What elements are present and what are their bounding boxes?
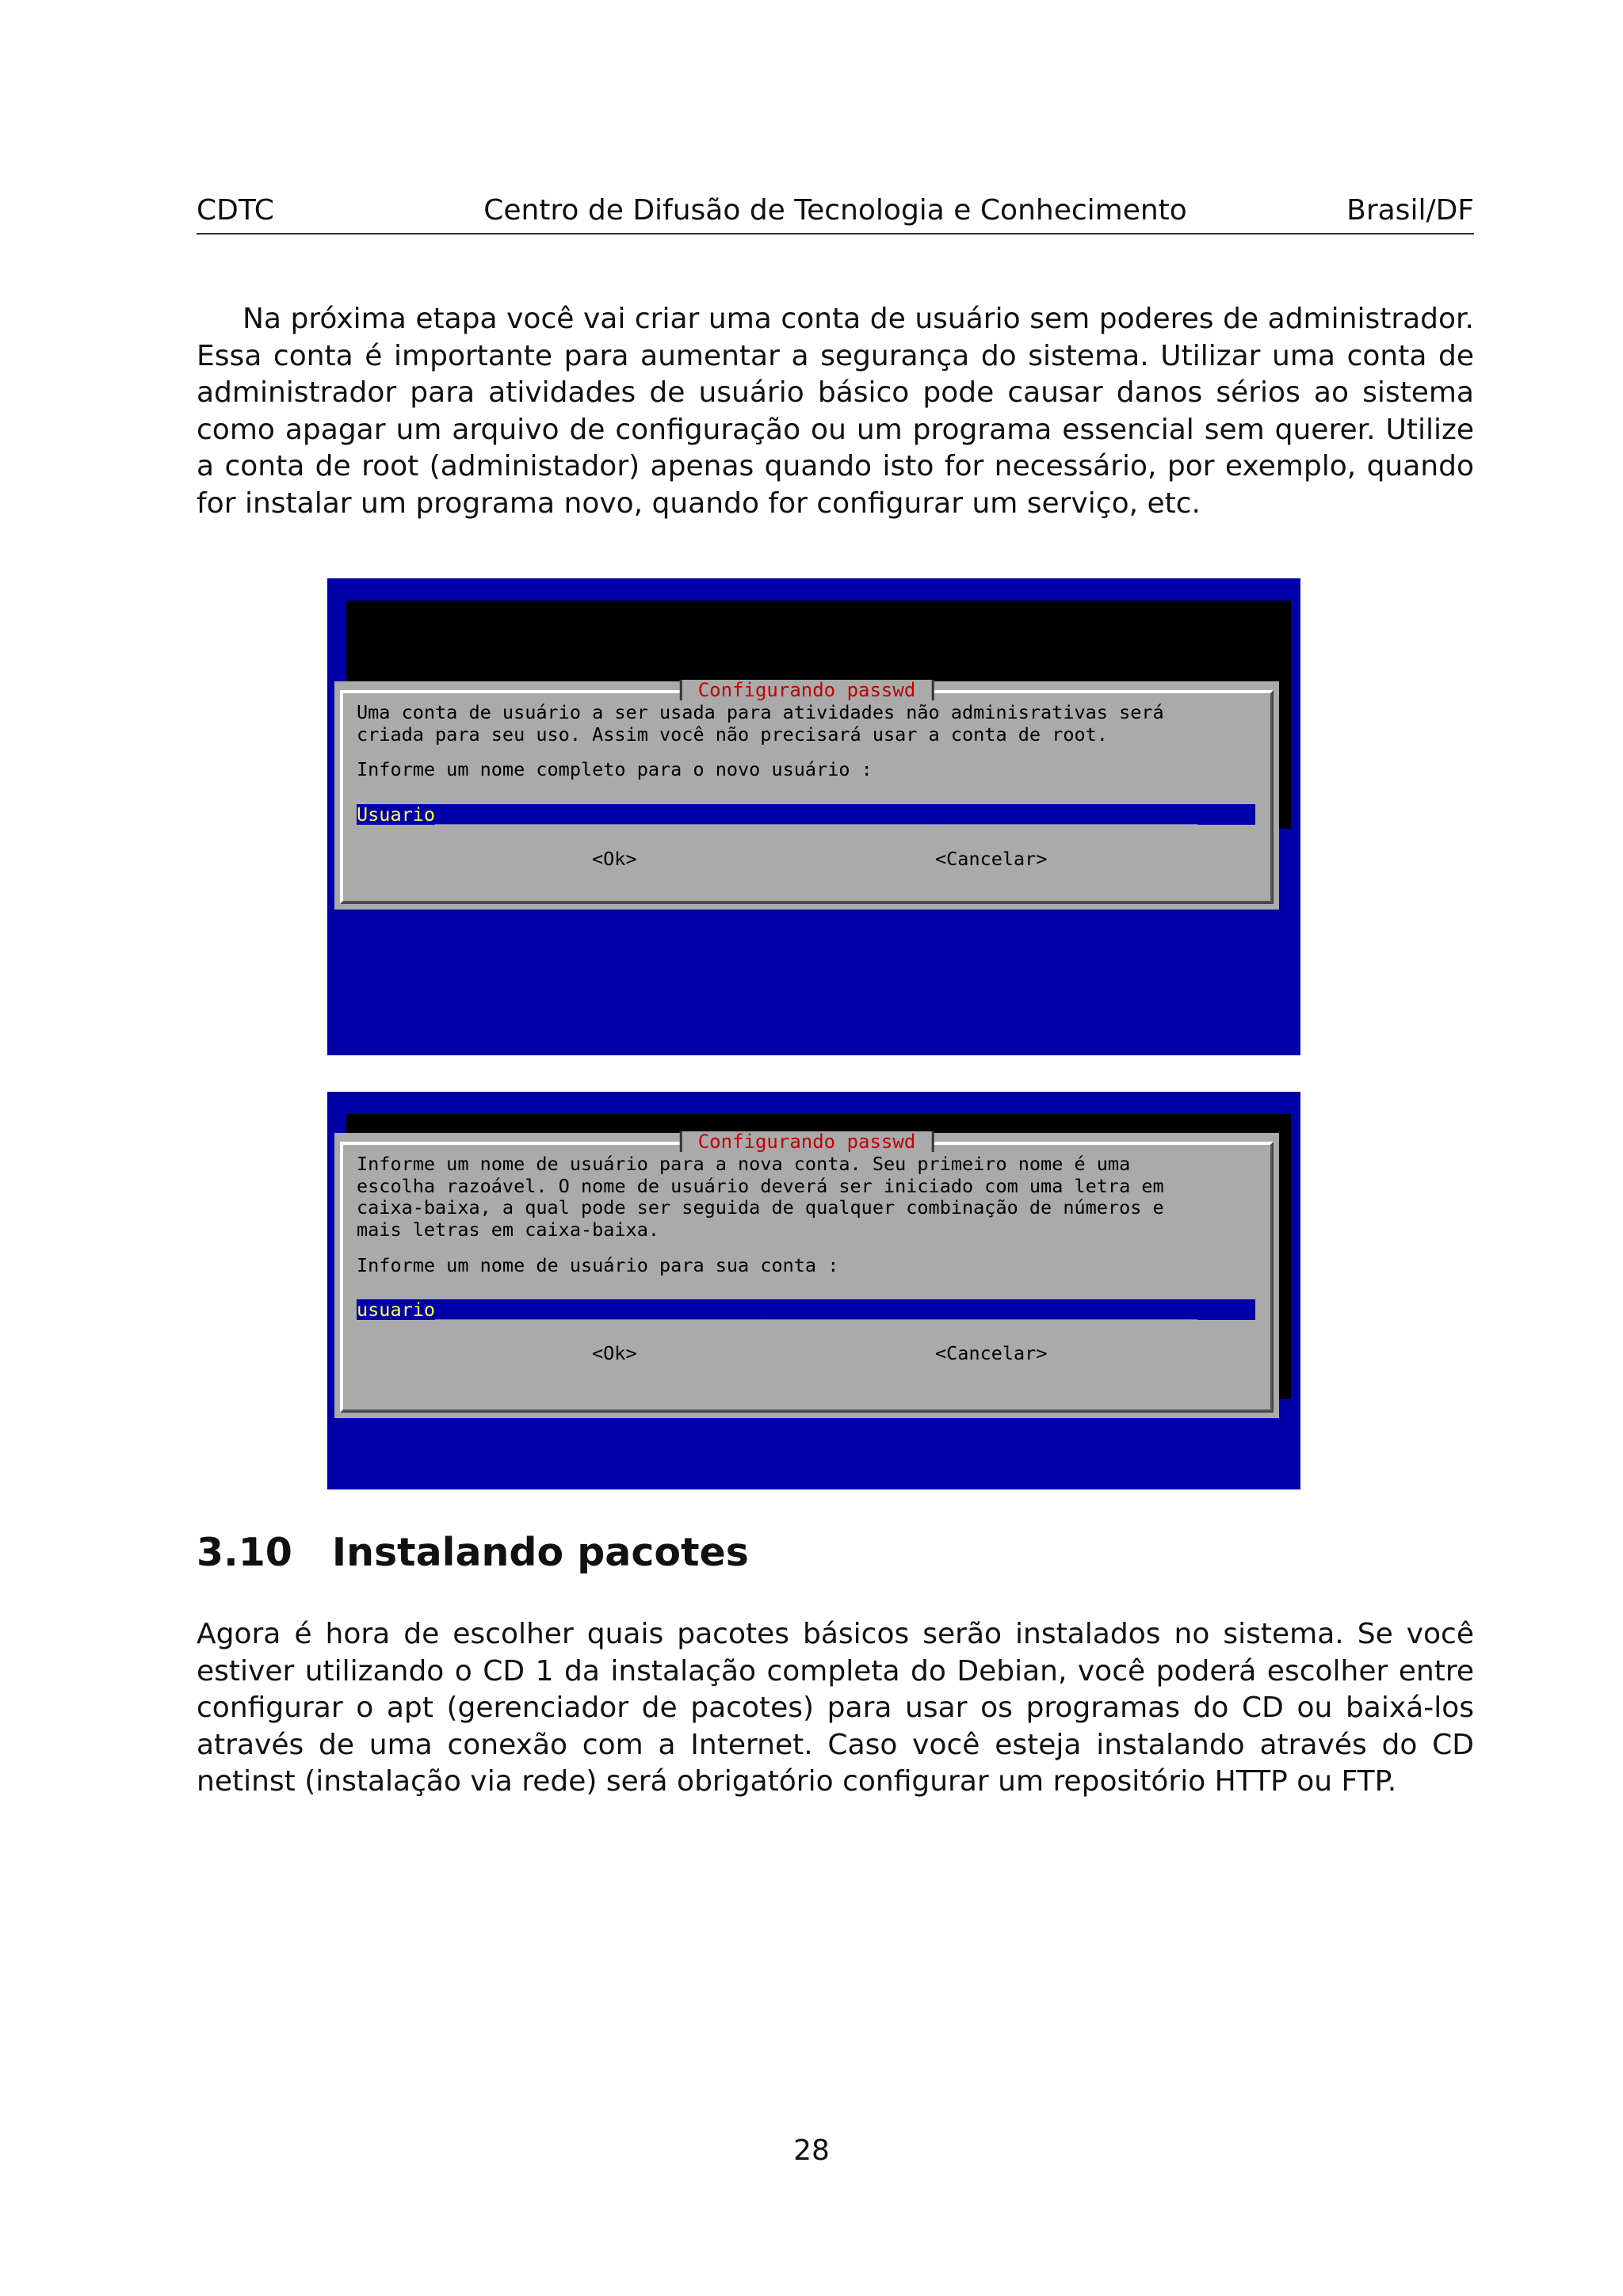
page-number: 28 xyxy=(793,2134,830,2167)
header-right: Brasil/DF xyxy=(1346,194,1474,227)
section-paragraph: Agora é hora de escolher quais pacotes básicos serão instalados no sistema. Se você estiver utilizando o CD 1 da instalação completa do Debian, você poderá escolher entre configurar o apt (gerenciador de pacotes) para usar os programas do CD ou baixá-los através de uma conexão com a Internet. Caso você esteja instalando através do CD netinst (instalação via rede) será obrigatório configurar um repositório HTTP ou FTP. xyxy=(197,1618,1474,1798)
username-input-value: usuario xyxy=(357,1299,436,1320)
dialog-prompt: Informe um nome de usuário para sua conta : xyxy=(357,1254,839,1276)
cancel-button[interactable]: <Cancelar> xyxy=(935,848,1048,870)
section-title: Instalando pacotes xyxy=(331,1530,749,1575)
header-left: CDTC xyxy=(197,194,274,227)
dialog-prompt: Informe um nome completo para o novo usuário : xyxy=(357,758,873,780)
cancel-button[interactable]: <Cancelar> xyxy=(935,1342,1048,1364)
username-input[interactable] xyxy=(357,1299,1255,1320)
ok-button[interactable]: <Ok> xyxy=(592,848,637,870)
dialog-title: Configurando passwd xyxy=(680,1131,934,1152)
full-name-input[interactable] xyxy=(357,804,1255,825)
dialog-configurando-passwd xyxy=(334,681,1279,910)
dialog-configurando-passwd xyxy=(334,1133,1279,1418)
header-center: Centro de Difusão de Tecnologia e Conhecimento xyxy=(483,194,1187,227)
installer-screenshot-full-name xyxy=(327,578,1300,1055)
running-header xyxy=(197,192,1474,235)
dialog-title: Configurando passwd xyxy=(680,680,934,700)
dialog-message: Informe um nome de usuário para a nova conta. Seu primeiro nome é uma escolha razoável. O nome de usuário deverá ser iniciado com uma letra em caixa-baixa, a qual pode ser seguida de qualquer combinação de números e mais letras em caixa-baixa. xyxy=(357,1153,1164,1241)
full-name-input-value: Usuario xyxy=(357,804,436,825)
installer-screenshot-username xyxy=(327,1092,1300,1489)
intro-paragraph: Na próxima etapa você vai criar uma conta de usuário sem poderes de administrador. Essa conta é importante para aumentar a segurança do sistema. Utilizar uma conta de administrador para atividades de usuário básico pode causar danos sérios ao sistema como apagar um arquivo de configuração ou um programa essencial sem querer. Utilize a conta de root (administador) apenas quando isto for necessário, por exemplo, quando for instalar um programa novo, quando for configurar um serviço, etc. xyxy=(197,303,1474,520)
section-number: 3.10 xyxy=(197,1530,292,1575)
ok-button[interactable]: <Ok> xyxy=(592,1342,637,1364)
input-underline: ____________________________________________________________________ xyxy=(435,1299,1198,1320)
section-heading xyxy=(197,1529,749,1577)
dialog-message: Uma conta de usuário a ser usada para atividades não adminisrativas será criada para seu uso. Assim você não precisará usar a conta de root. xyxy=(357,701,1164,746)
input-underline: ____________________________________________________________________ xyxy=(435,804,1198,825)
